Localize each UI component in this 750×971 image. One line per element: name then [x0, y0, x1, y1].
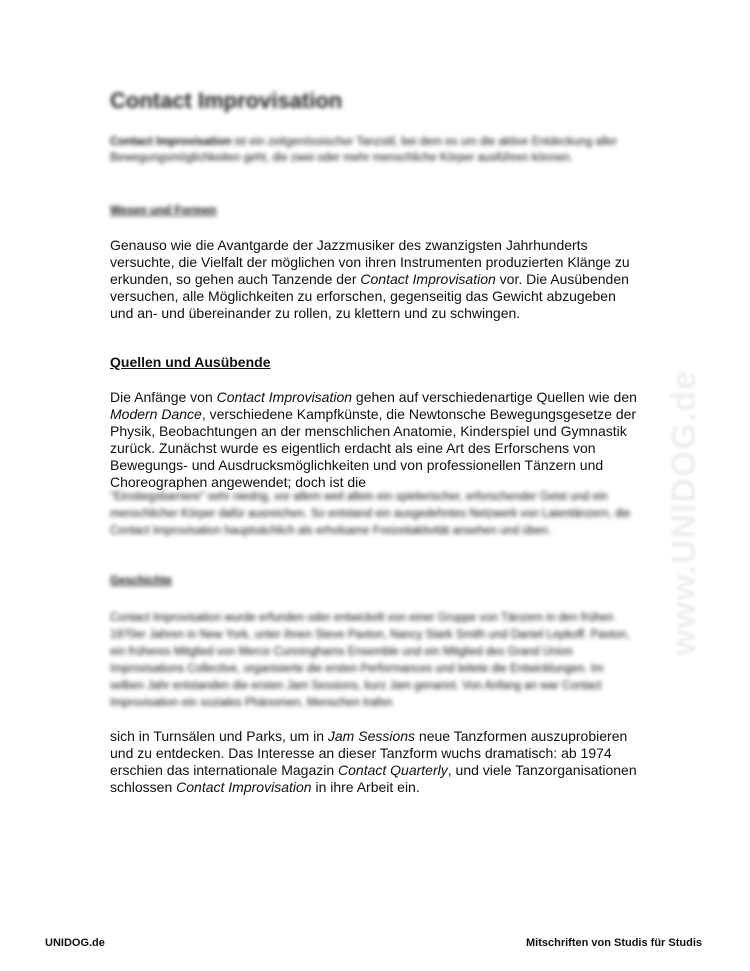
page-title: Contact Improvisation [110, 88, 343, 113]
section2-text-b: Contact Improvisation [216, 389, 353, 405]
intro-lead: Contact Improvisation [110, 136, 232, 148]
section1-text-c: vor. Die Ausübenden versuchen, alle Möglichkeiten zu erforschen, gegenseitig das Gewicht abzugeben und an- und übereinander zu rollen, zu klettern und zu schwingen. [110, 271, 629, 321]
section-heading-quellen: Quellen und Ausübende [110, 354, 271, 370]
section2-blurred-text: "Einstiegsbarriere" sehr niedrig, vor allem weil allein ein spielerischer, erforschender Geist und ein menschlicher Körper dafür ausreichen. So entstand ein ausgedehntes Netzwerk von Laientänzern, die Contact Improvisation hauptsächlich als erholsame Freizeitaktivität ansehen und üben. [110, 491, 631, 537]
section3-blurred-text: Contact Improvisation wurde erfunden oder entwickelt von einer Gruppe von Tänzern in den frühen 1970er Jahren in New York, unter ihnen Steve Paxton, Nancy Stark Smith und Daniel Lepkoff. Paxton, ein früheres Mitglied von Merce Cunninghams Ensemble und ein Mitglied des Grand Union Improvisations Collective, organisierte die ersten Performances und leitete die Entwicklungen. Im selben Jahr entstanden die ersten Jam Sessions, kurz Jam genannt. Von Anfang an war Contact Improvisation ein soziales Phänomen, Menschen trafen [110, 612, 630, 709]
section3-paragraph [110, 728, 640, 796]
section2-text-d: Modern Dance [110, 406, 202, 422]
watermark: www.UNIDOG.de [665, 370, 703, 656]
section3-text-c: neue Tanzformen auszuprobieren und zu entdecken. Das Interesse an dieser Tanzform wuchs dramatisch: ab 1974 erschien das internationale Magazin [110, 728, 628, 778]
section3-text-d: Contact Quarterly [338, 762, 448, 778]
section2-text-e: , verschiedene Kampfkünste, die Newtonsche Bewegungsgesetze der Physik, Beobachtungen an der menschlichen Anatomie, Kinderspiel und Gymnastik zurück. Zunächst wurde es eigentlich erdacht als eine Art des Erforschens von Bewegungs- und Ausdrucksmöglichkeiten und von professionellen Tänzern und Choreographen angewendet; doch ist die [110, 406, 637, 490]
section2-text-a: Die Anfänge von [110, 389, 217, 405]
footer-right: Mitschriften von Studis für Studis [525, 937, 702, 949]
section2-paragraph [110, 389, 640, 491]
intro-text: ist ein zeitgenössischer Tanzstil, bei dem es um die aktive Entdeckung aller Bewegungsmöglichkeiten geht, die zwei oder mehr menschliche Körper ausführen können. [110, 136, 618, 164]
section-heading-geschichte: Geschichte [110, 575, 172, 587]
footer-left: UNIDOG.de [45, 937, 105, 949]
section1-paragraph [110, 237, 640, 322]
section1-text-a: Genauso wie die Avantgarde der Jazzmusiker des zwanzigsten Jahrhunderts versuchte, die Vielfalt der möglichen von ihren Instrumenten produzierten Klänge zu erkunden, so gehen auch Tanzende der [110, 237, 630, 287]
intro-paragraph [110, 134, 640, 166]
section2-text-c: gehen auf verschiedenartige Quellen wie den [352, 389, 637, 405]
section-heading-wesen: Wesen und Formen [110, 205, 217, 217]
section3-text-b: Jam Sessions [327, 728, 416, 744]
section3-text-e: , und viele Tanzorganisationen schlossen [110, 762, 637, 795]
section3-text-f: Contact Improvisation [176, 779, 312, 795]
section3-text-a: sich in Turnsälen und Parks, um in [110, 728, 328, 744]
section3-text-g: in ihre Arbeit ein. [311, 779, 420, 795]
section1-text-b: Contact Improvisation [360, 271, 496, 287]
